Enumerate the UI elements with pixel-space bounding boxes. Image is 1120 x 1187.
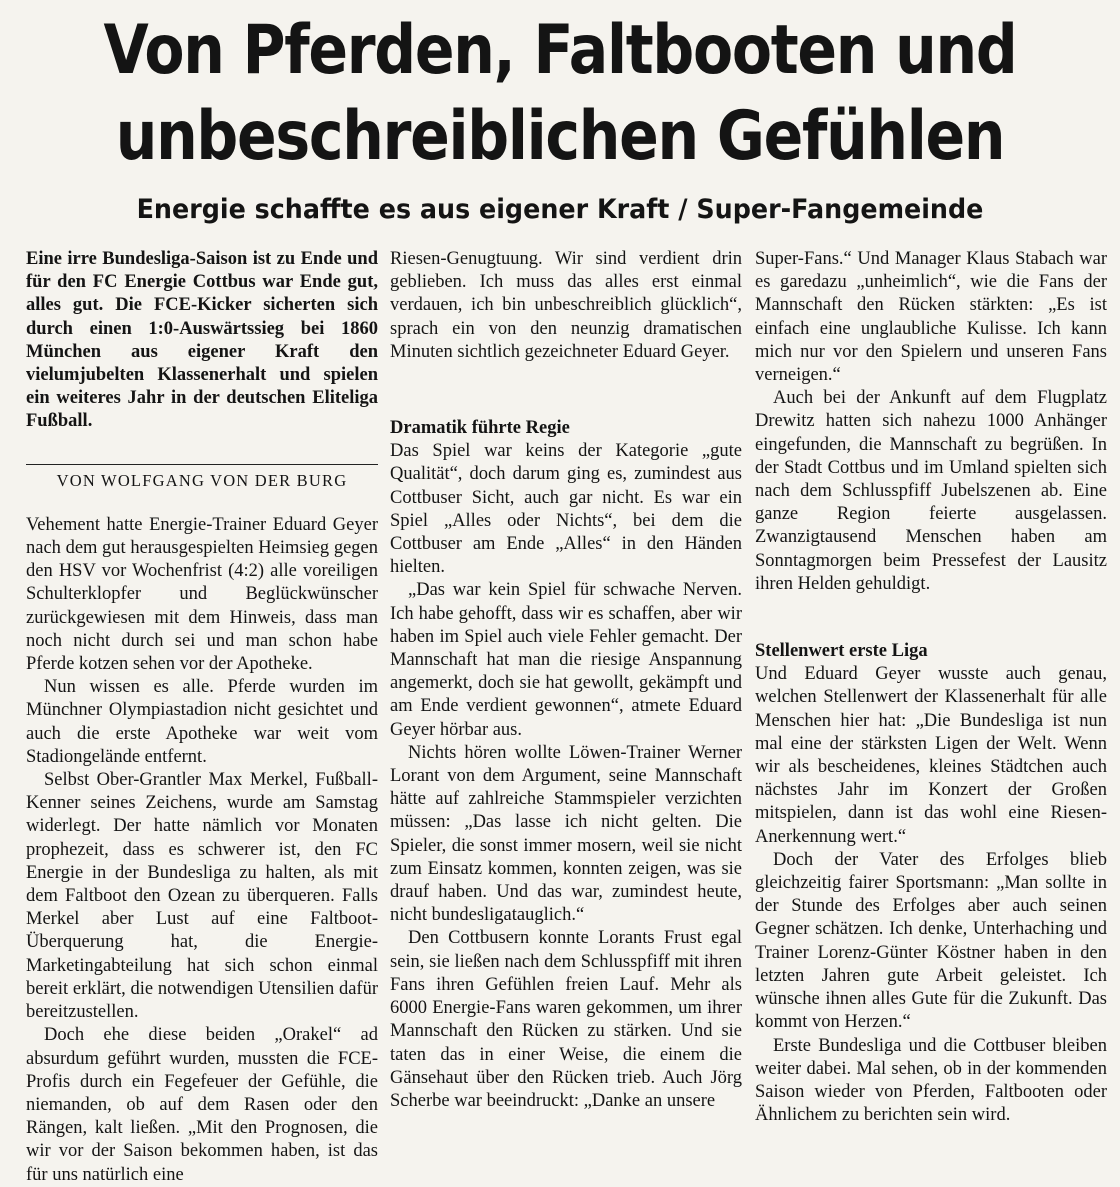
paragraph: Selbst Ober-Grantler Max Merkel, Fußball-Kenner seines Zeichens, wurde am Samstag widerlegt. Der hatte nämlich vor Monaten prophezeit, dass es schwerer ist, den FC Energie in der Bundesliga zu halten, als mit dem Faltboot den Ozean zu überqueren. Falls Merkel aber Lust auf eine Faltboot-Überquerung hat, die Energie-Marketingabteilung hat sich schon einmal bereit erklärt, die notwendigen Utensilien dafür bereitzustellen. (26, 770, 378, 1023)
headline-line-1: Von Pferden, Faltbooten und (103, 11, 1017, 90)
headline-line-2: unbeschreiblichen Gefühlen (115, 97, 1005, 176)
section-title-stellenwert: Stellenwert erste Liga (755, 641, 928, 662)
paragraph: Das Spiel war keins der Kategorie „gute Qualität“, doch darum ging es, zumindest aus Cottbuser Sicht, auch gar nicht. Es war ein Spiel „Alles oder Nichts“, bei dem die Cottbuser am Ende „Alles“ in den Händen hielten. (390, 441, 742, 578)
headline (78, 8, 1041, 180)
paragraph: „Das war kein Spiel für schwache Nerven. Ich habe gehofft, dass wir es schaffen, aber wir haben im Spiel auch viele Fehler gemacht. Der Mannschaft hat man die riesige Anspannung angemerkt, doch sie hat gewollt, gekämpft und am Ende verdient gewonnen“, atmete Eduard Geyer hörbar aus. (390, 580, 742, 740)
column-2 (390, 248, 742, 1113)
paragraph: Und Eduard Geyer wusste auch genau, welchen Stellenwert der Klassenerhalt für alle Menschen hier hat: „Die Bundesliga ist nun mal eine der stärksten Ligen der Welt. Wenn wir als bescheidenes, kleines Städtchen auch nächstes Jahr im Konzert der Großen mitspielen, dann ist das wohl eine Riesen-Anerkennung wert.“ (755, 664, 1107, 847)
column-3 (755, 248, 1107, 1127)
paragraph: Super-Fans.“ Und Manager Klaus Stabach war es garedazu „unheimlich“, wie die Fans der Mannschaft den Rücken stärkten: „Es ist einfach eine unglaubliche Kulisse. Ich kann mich nur vor den Spielern und unseren Fans verneigen.“ (755, 249, 1107, 386)
paragraph: Den Cottbusern konnte Lorants Frust egal sein, sie ließen nach dem Schlusspfiff mit ihren Fans ihren Gefühlen freien Lauf. Mehr als 6000 Energie-Fans waren gekommen, um ihrer Mannschaft den Rücken zu stärken. Und sie taten das in einer Weise, die einem die Gänsehaut über den Rücken trieb. Auch Jörg Scherbe war beeindruckt: „Danke an unsere (390, 928, 742, 1111)
paragraph: Doch ehe diese beiden „Orakel“ ad absurdum geführt wurden, mussten die FCE-Profis durch ein Fegefeuer der Gefühle, die niemanden, ob auf dem Rasen oder den Rängen, kalt ließen. „Mit den Prognosen, die wir vor der Saison bekommen haben, ist das für uns natürlich eine (26, 1025, 378, 1185)
byline: VON WOLFGANG VON DER BURG (26, 464, 378, 492)
paragraph: Vehement hatte Energie-Trainer Eduard Geyer nach dem gut herausgespielten Heimsieg gegen den HSV vor Wochenfrist (4:2) alle voreiligen Schulterklopfer und Beglückwünscher zurückgewiesen mit dem Hinweis, dass man noch nicht durch sei und man schon habe Pferde kotzen sehen vor der Apotheke. (26, 514, 378, 675)
paragraph: Nichts hören wollte Löwen-Trainer Werner Lorant von dem Argument, seine Mannschaft hätte auf zahlreiche Stammspieler verzichten müssen: „Das lasse ich nicht gelten. Die Spieler, die sonst immer mosern, weil sie nicht zum Einsatz kommen, konnten zeigen, was sie drauf haben. Und das war, zumindest heute, nicht bundesligatauglich.“ (390, 742, 742, 926)
paragraph: Riesen-Genugtuung. Wir sind verdient drin geblieben. Ich muss das alles erst einmal verdauen, ich bin unbeschreiblich glücklich“, sprach ein von den neunzig dramatischen Minuten sichtlich gezeichneter Eduard Geyer. (390, 249, 742, 362)
column-1 (26, 248, 378, 1187)
paragraph: Nun wissen es alle. Pferde wurden im Münchner Olympiastadion nicht gesichtet und auch die erste Apotheke war weit vom Stadiongelände entfernt. (26, 677, 378, 767)
lead-paragraph: Eine irre Bundesliga-Saison ist zu Ende und für den FC Energie Cottbus war Ende gut, alles gut. Die FCE-Kicker sicherten sich durch einen 1:0-Auswärtssieg bei 1860 München aus eigener Kraft den vielumjubelten Klassenerhalt und spielen ein weiteres Jahr in der deutschen Eliteliga Fußball. (26, 249, 378, 432)
paragraph: Erste Bundesliga und die Cottbuser bleiben weiter dabei. Mal sehen, ob in der kommenden Saison wieder von Pferden, Faltbooten oder Ähnlichem zu berichten sein wird. (755, 1035, 1107, 1126)
section-title-dramatik: Dramatik führte Regie (390, 418, 570, 439)
paragraph: Doch der Vater des Erfolges blieb gleichzeitig fairer Sportsmann: „Man sollte in der Stunde des Erfolges aber auch seinen Gegner schätzen. Ich denke, Unterhaching und Trainer Lorenz-Günter Köstner haben in den letzten Jahren gute Arbeit geleistet. Ich wünsche ihnen alles Gute für die Zukunft. Das kommt von Herzen.“ (755, 849, 1107, 1033)
subheadline: Energie schaffte es aus eigener Kraft / Super-Fangemeinde (136, 194, 984, 225)
paragraph: Auch bei der Ankunft auf dem Flugplatz Drewitz hatten sich nahezu 1000 Anhänger eingefunden, die Mannschaft zu begrüßen. In der Stadt Cottbus und im Umland spielten sich nach dem Schlusspfiff Jubelszenen ab. Eine ganze Region feierte ausgelassen. Zwanzigtausend Menschen haben am Sonntagmorgen beim Pressefest der Lausitz ihren Helden gehuldigt. (755, 388, 1107, 594)
